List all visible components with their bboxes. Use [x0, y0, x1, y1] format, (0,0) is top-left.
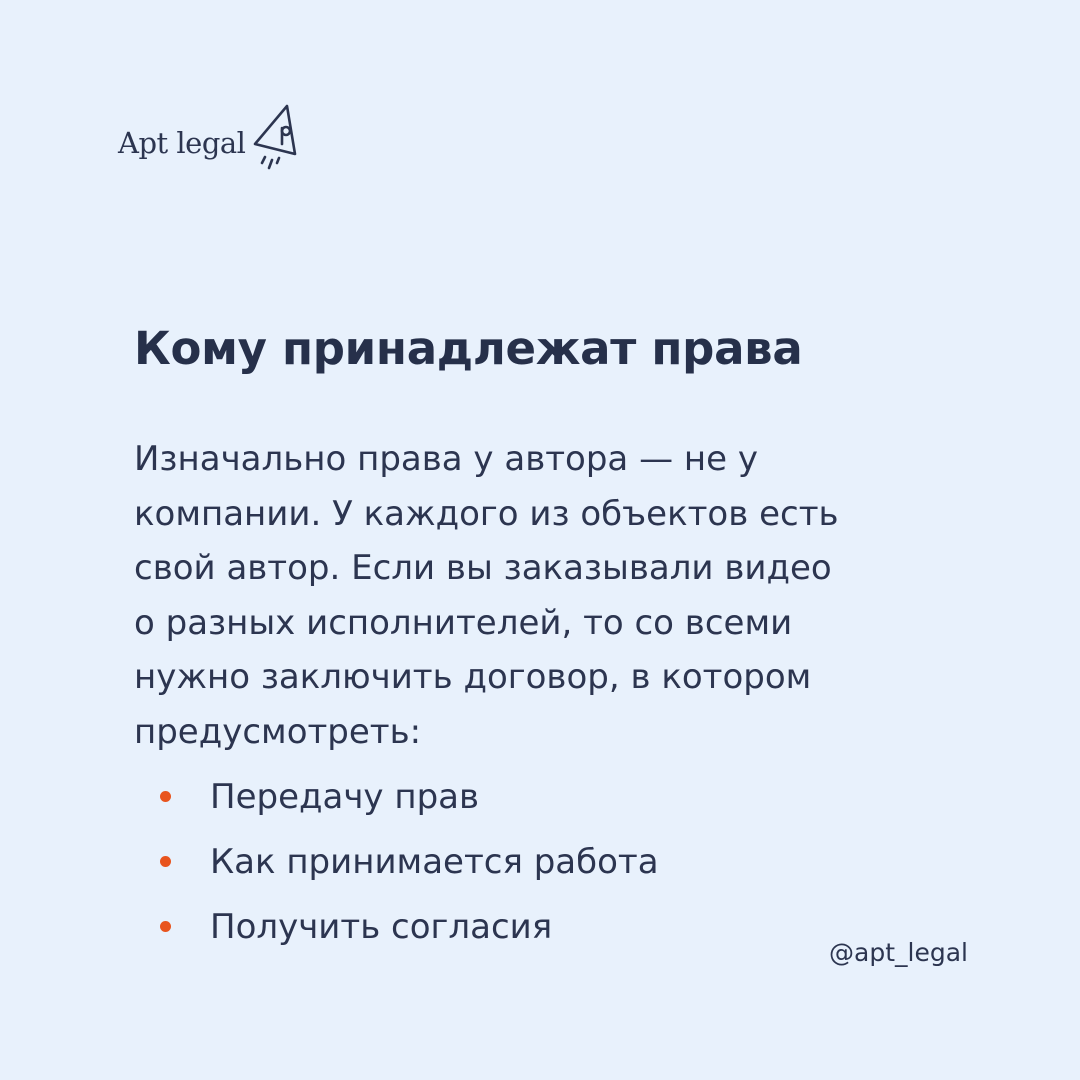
brand-logo	[118, 106, 301, 180]
list-item	[134, 894, 659, 959]
social-handle: @apt_legal	[829, 938, 968, 967]
bullet-dot-icon	[160, 921, 171, 932]
bullet-dot-icon	[160, 791, 171, 802]
logo-text: Apt legal	[118, 126, 246, 160]
list-item	[134, 764, 659, 829]
bullet-text: Передачу прав	[210, 776, 480, 817]
bullet-text: Получить согласия	[210, 906, 553, 947]
page-title: Кому принадлежат права	[134, 322, 803, 375]
bullet-dot-icon	[160, 856, 171, 867]
list-item	[134, 829, 659, 894]
body-paragraph: Изначально права у автора — не у компании. У каждого из объектов есть свой автор. Если вы заказывали видео о разных исполнителей, то со всеми нужно заключить договор, в котором предусмотреть:	[134, 439, 839, 752]
bullet-text: Как принимается работа	[210, 841, 659, 882]
bullet-list	[134, 764, 659, 959]
rocket-triangle-icon	[251, 100, 301, 180]
